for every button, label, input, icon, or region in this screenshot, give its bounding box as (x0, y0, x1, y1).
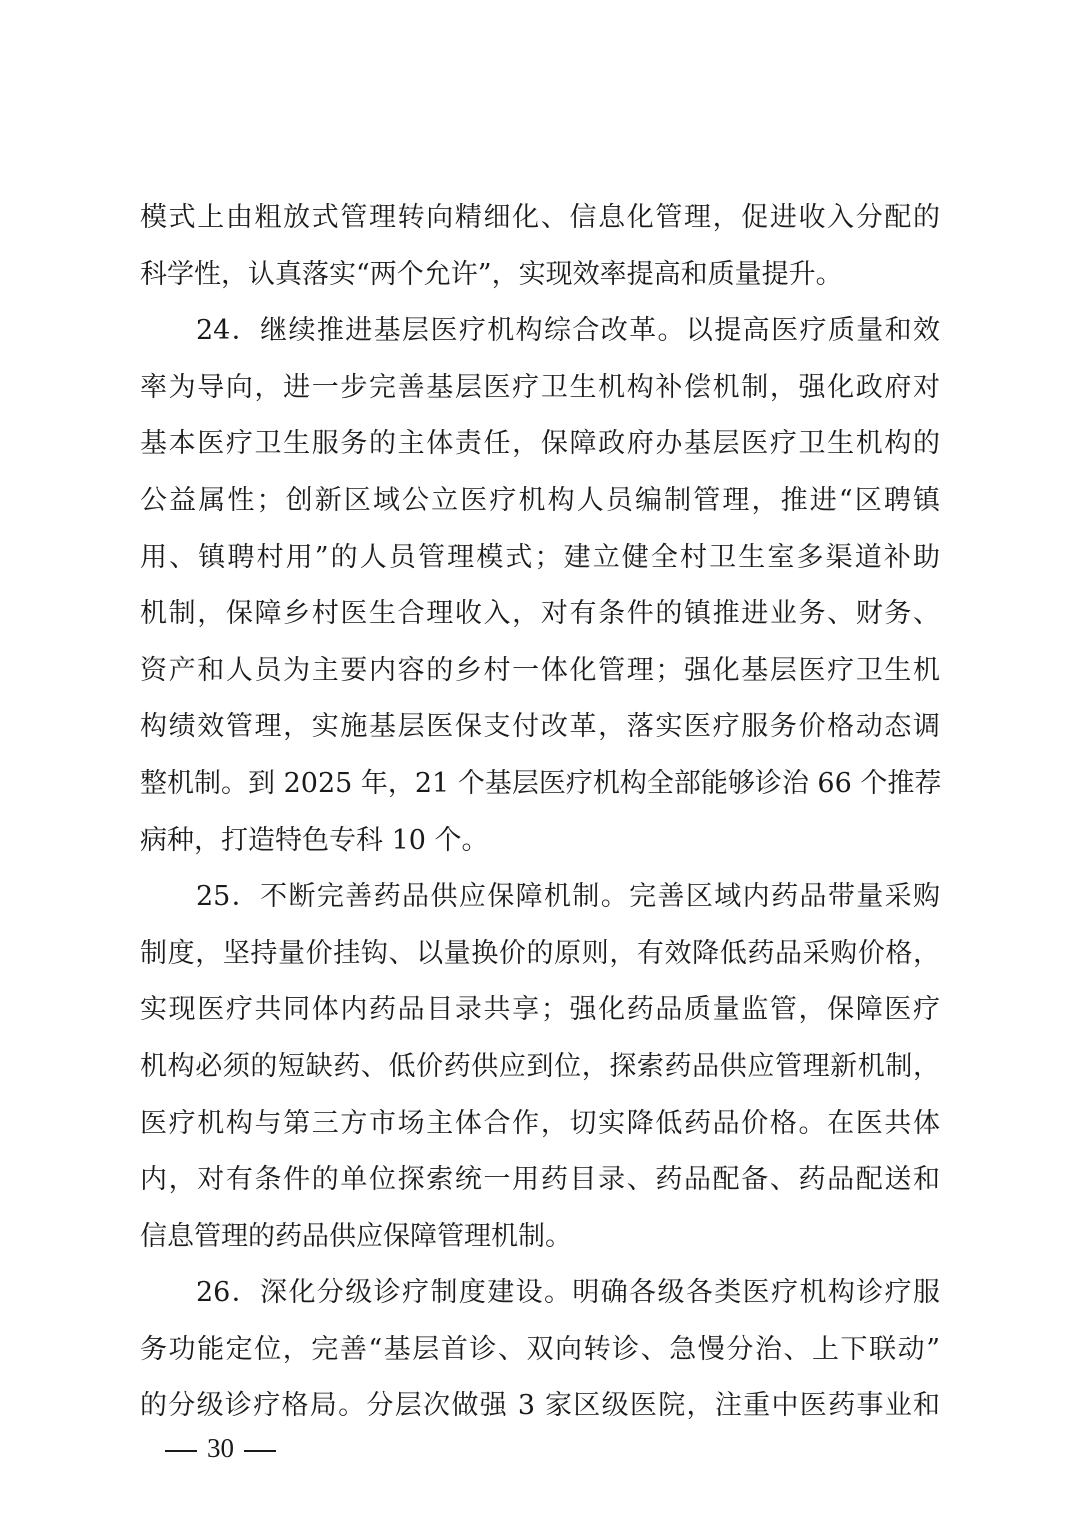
section-24-heading-line: 24．继续推进基层医疗机构综合改革。以提高医疗质量和效 (196, 315, 940, 347)
text-line: 实现医疗共同体内药品目录共享；强化药品质量监管，保障医疗 (140, 994, 940, 1026)
text-line: 医疗机构与第三方市场主体合作，切实降低药品价格。在医共体 (140, 1107, 940, 1139)
text-line: 模式上由粗放式管理转向精细化、信息化管理，促进收入分配的 (140, 202, 940, 233)
text-line: 机构必须的短缺药、低价药供应到位，探索药品供应管理新机制， (140, 1050, 940, 1082)
page-number-value: 30 (207, 1433, 234, 1463)
section-26-heading-line: 26．深化分级诊疗制度建设。明确各级各类医疗机构诊疗服 (196, 1277, 940, 1309)
body-text (140, 190, 940, 1435)
text-line: 的分级诊疗格局。分层次做强 3 家区级医院，注重中医药事业和 (140, 1390, 940, 1422)
text-line: 务功能定位，完善“基层首诊、双向转诊、急慢分治、上下联动” (140, 1333, 940, 1365)
section-25-heading-line: 25．不断完善药品供应保障机制。完善区域内药品带量采购 (196, 881, 940, 913)
text-line: 率为导向，进一步完善基层医疗卫生机构补偿机制，强化政府对 (140, 371, 940, 403)
text-line: 制度，坚持量价挂钩、以量换价的原则，有效降低药品采购价格， (140, 937, 940, 969)
text-line: 内，对有条件的单位探索统一用药目录、药品配备、药品配送和 (140, 1164, 940, 1196)
right-dash (244, 1450, 276, 1452)
text-line: 科学性，认真落实“两个允许”，实现效率提高和质量提升。 (140, 258, 843, 290)
left-dash (165, 1450, 197, 1452)
text-line: 机制，保障乡村医生合理收入，对有条件的镇推进业务、财务、 (140, 598, 940, 630)
text-line: 基本医疗卫生服务的主体责任，保障政府办基层医疗卫生机构的 (140, 428, 940, 460)
text-line: 病种，打造特色专科 10 个。 (140, 824, 489, 856)
text-line: 用、镇聘村用”的人员管理模式；建立健全村卫生室多渠道补助 (140, 541, 940, 573)
text-line: 构绩效管理，实施基层医保支付改革，落实医疗服务价格动态调 (140, 711, 940, 743)
text-line: 资产和人员为主要内容的乡村一体化管理；强化基层医疗卫生机 (140, 654, 940, 686)
text-line: 公益属性；创新区域公立医疗机构人员编制管理，推进“区聘镇 (140, 484, 940, 516)
text-line: 信息管理的药品供应保障管理机制。 (140, 1220, 572, 1252)
page-number (165, 1428, 276, 1468)
text-line: 整机制。到 2025 年，21 个基层医疗机构全部能够诊治 66 个推荐 (140, 767, 942, 799)
